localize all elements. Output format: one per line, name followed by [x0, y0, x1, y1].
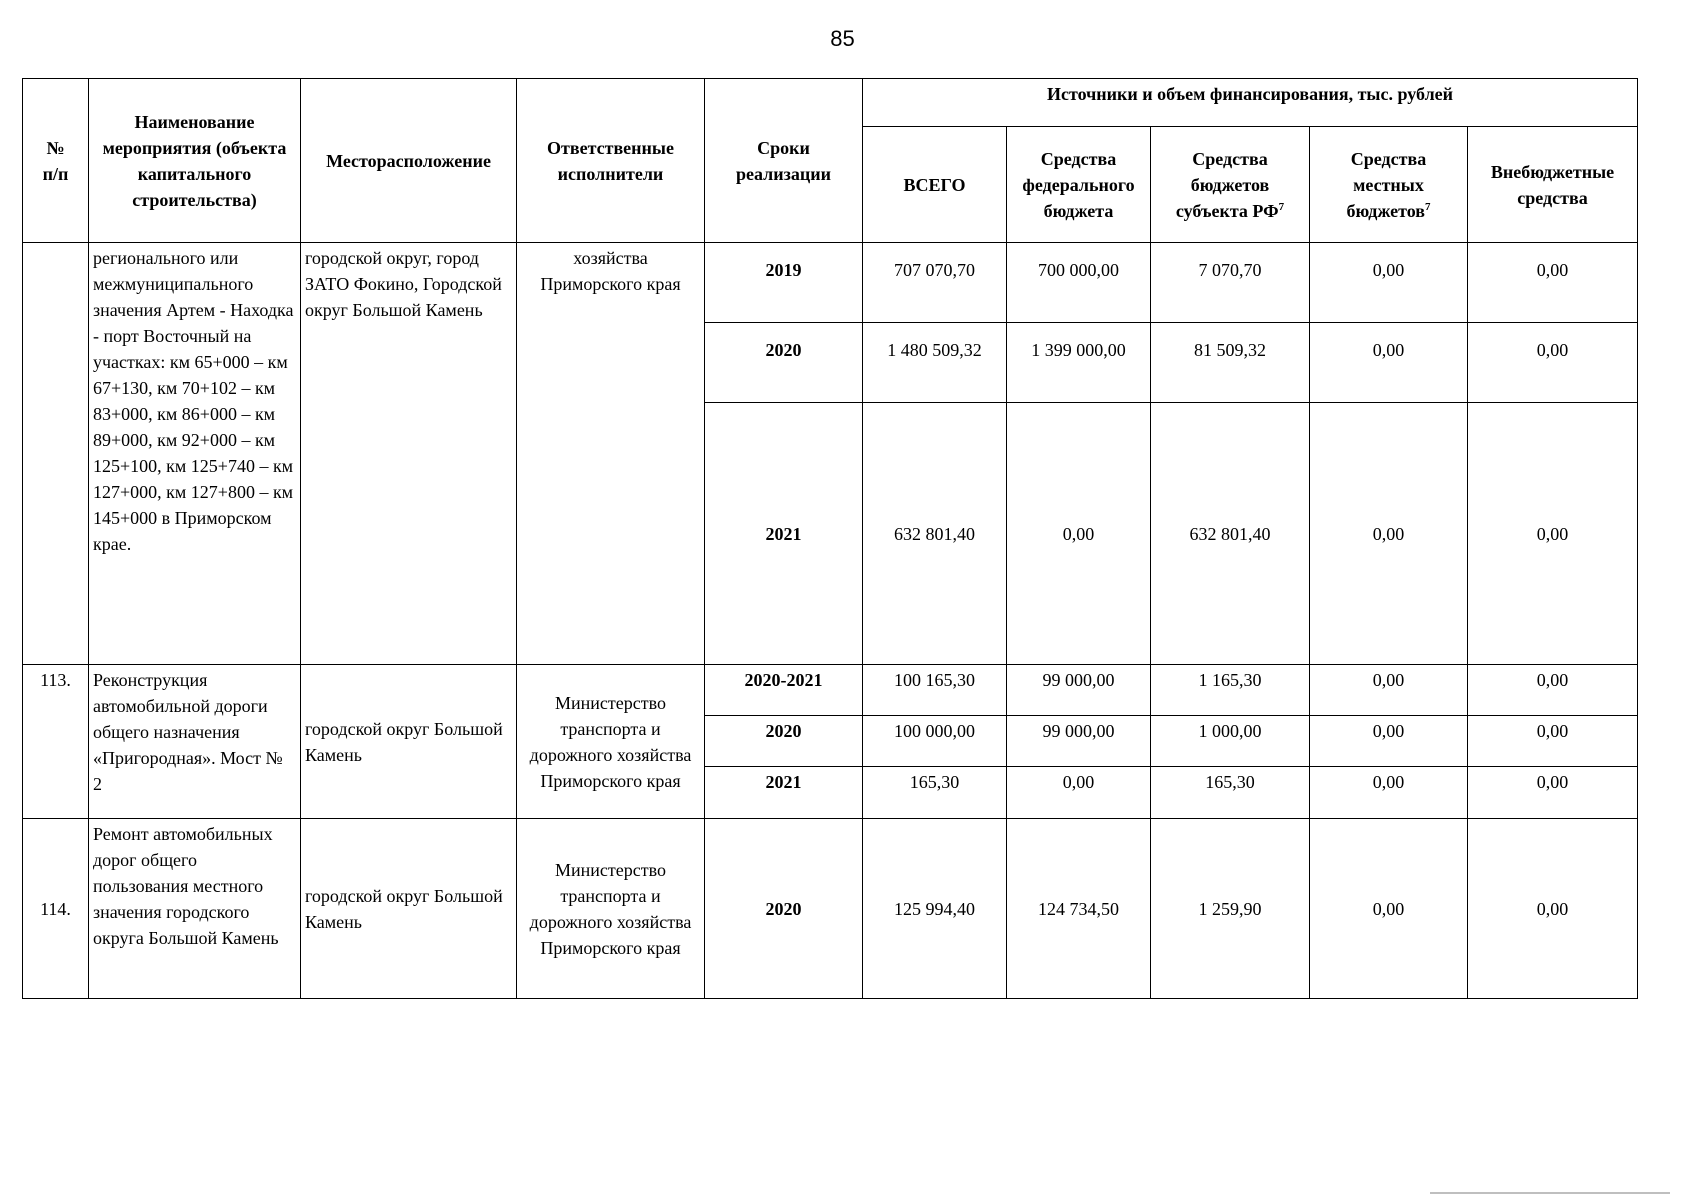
header-federal: Средства федерального бюджета [1007, 127, 1151, 243]
row-subject: 1 259,90 [1151, 819, 1310, 999]
row-total: 100 165,30 [863, 665, 1007, 716]
row-local: 0,00 [1310, 665, 1468, 716]
row-total: 632 801,40 [863, 403, 1007, 665]
row-extra: 0,00 [1468, 767, 1638, 819]
row-num [23, 243, 89, 665]
row-federal: 99 000,00 [1007, 665, 1151, 716]
row-year: 2020-2021 [705, 665, 863, 716]
row-extra: 0,00 [1468, 819, 1638, 999]
row-extra: 0,00 [1468, 716, 1638, 767]
row-federal: 0,00 [1007, 767, 1151, 819]
row-extra: 0,00 [1468, 403, 1638, 665]
row-executors: хозяйства Приморского края [517, 243, 705, 665]
row-federal: 0,00 [1007, 403, 1151, 665]
header-sources: Источники и объем финансирования, тыс. рублей [863, 79, 1638, 127]
row-local: 0,00 [1310, 243, 1468, 323]
row-subject: 1 165,30 [1151, 665, 1310, 716]
row-location: городской округ, город ЗАТО Фокино, Городской округ Большой Камень [301, 243, 517, 665]
row-year: 2021 [705, 403, 863, 665]
table-row [23, 243, 1638, 323]
row-local: 0,00 [1310, 767, 1468, 819]
financing-table [22, 78, 1638, 999]
row-extra: 0,00 [1468, 323, 1638, 403]
row-name: Ремонт автомобильных дорог общего пользования местного значения городского округа Большой Камень [89, 819, 301, 999]
row-total: 707 070,70 [863, 243, 1007, 323]
row-federal: 1 399 000,00 [1007, 323, 1151, 403]
header-extrabudget: Внебюджетные средства [1468, 127, 1638, 243]
row-total: 100 000,00 [863, 716, 1007, 767]
row-executors: Министерство транспорта и дорожного хозяйства Приморского края [517, 819, 705, 999]
header-local: Средства местных бюджетов$^7$ [1310, 127, 1468, 243]
scan-artifact-line [1430, 1192, 1670, 1194]
row-num: 113. [23, 665, 89, 819]
row-federal: 700 000,00 [1007, 243, 1151, 323]
table-row [23, 819, 1638, 999]
row-local: 0,00 [1310, 403, 1468, 665]
row-federal: 124 734,50 [1007, 819, 1151, 999]
header-location: Месторасположение [301, 79, 517, 243]
row-local: 0,00 [1310, 819, 1468, 999]
row-year: 2019 [705, 243, 863, 323]
row-total: 165,30 [863, 767, 1007, 819]
row-location: городской округ Большой Камень [301, 665, 517, 819]
row-executors: Министерство транспорта и дорожного хозяйства Приморского края [517, 665, 705, 819]
header-period: Сроки реализации [705, 79, 863, 243]
row-extra: 0,00 [1468, 243, 1638, 323]
row-local: 0,00 [1310, 323, 1468, 403]
header-name: Наименование мероприятия (объекта капитального строительства) [89, 79, 301, 243]
row-subject: 165,30 [1151, 767, 1310, 819]
row-subject: 1 000,00 [1151, 716, 1310, 767]
footnote-mark: 7 [1425, 200, 1431, 213]
row-num: 114. [23, 819, 89, 999]
row-name: регионального или межмуниципального значения Артем - Находка - порт Восточный на участках: км 65+000 – км 67+130, км 70+102 – км 83+000, км 86+000 – км 89+000, км 92+000 – км 125+100, км 125+740 – км 127+000, км 127+800 – км 145+000 в Приморском крае. [89, 243, 301, 665]
row-name: Реконструкция автомобильной дороги общего назначения «Пригородная». Мост № 2 [89, 665, 301, 819]
row-subject: 632 801,40 [1151, 403, 1310, 665]
footnote-mark: 7 [1278, 200, 1285, 213]
row-location: городской округ Большой Камень [301, 819, 517, 999]
row-total: 125 994,40 [863, 819, 1007, 999]
row-local: 0,00 [1310, 716, 1468, 767]
row-extra: 0,00 [1468, 665, 1638, 716]
row-total: 1 480 509,32 [863, 323, 1007, 403]
row-federal: 99 000,00 [1007, 716, 1151, 767]
page-number: 85 [830, 26, 855, 51]
row-subject: 7 070,70 [1151, 243, 1310, 323]
row-year: 2020 [705, 323, 863, 403]
row-year: 2020 [705, 819, 863, 999]
row-year: 2021 [705, 767, 863, 819]
header-subject: Средства бюджетов субъекта $РФ^7$ [1151, 127, 1310, 243]
row-year: 2020 [705, 716, 863, 767]
row-subject: 81 509,32 [1151, 323, 1310, 403]
header-executors: Ответственные исполнители [517, 79, 705, 243]
table-row [23, 665, 1638, 716]
header-num: № п/п [23, 79, 89, 243]
header-total: ВСЕГО [863, 127, 1007, 243]
